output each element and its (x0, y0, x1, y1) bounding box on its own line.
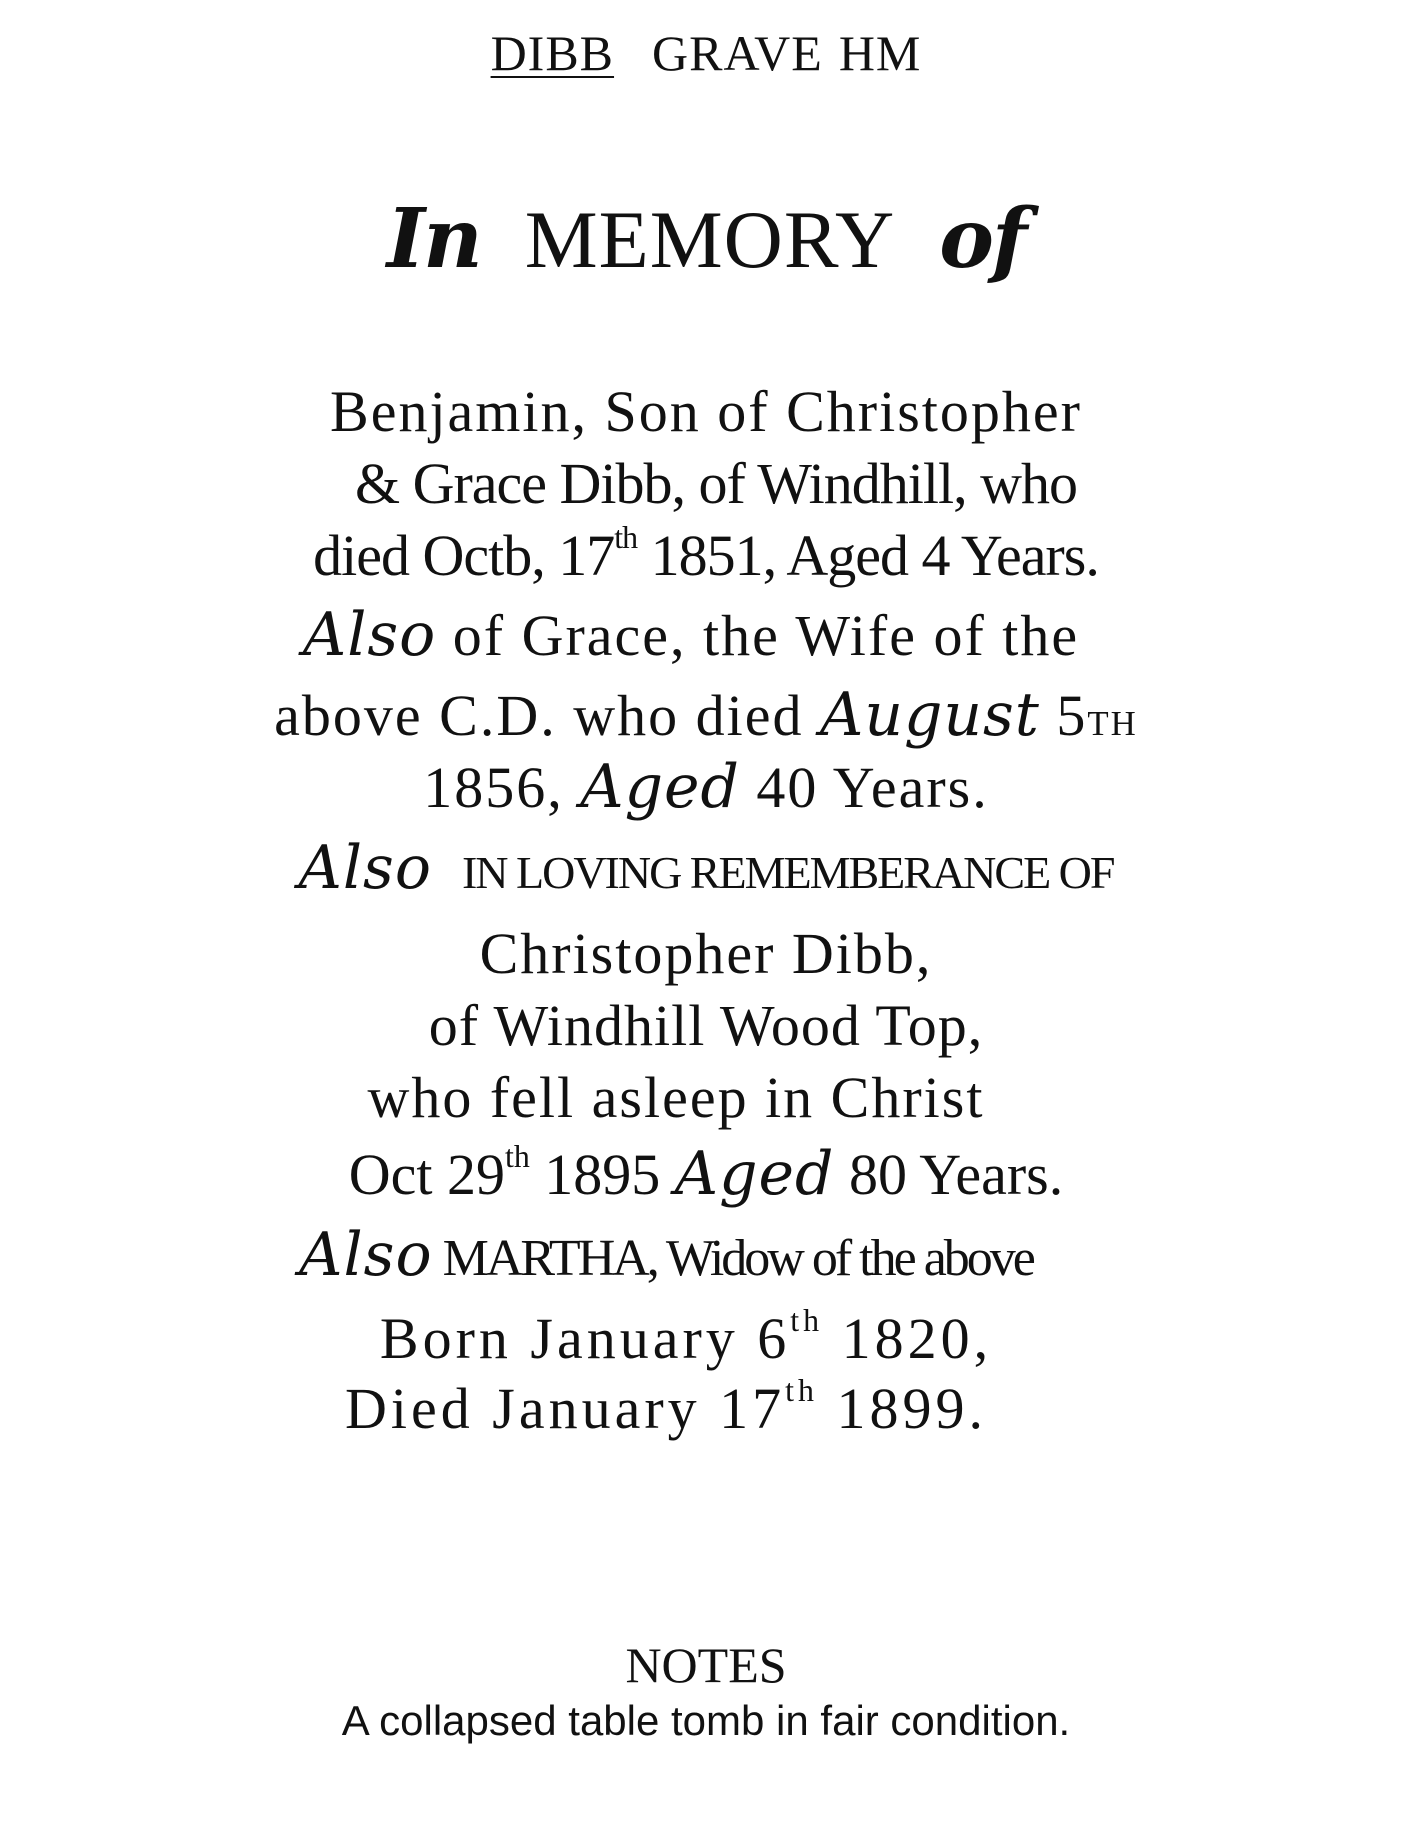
script-word: Aged (674, 1139, 835, 1209)
inscription-text: Born January 6 (379, 1306, 791, 1371)
inscription-text: 5 (1039, 683, 1088, 748)
notes-heading: NOTES (625, 1637, 787, 1693)
inscription-text: above C.D. who died (274, 683, 820, 748)
inscription-text: 1895 (529, 1142, 675, 1207)
inscription-line-6 (0, 752, 1412, 822)
title-of: of (939, 191, 1026, 287)
inscription-line-10 (0, 1065, 1412, 1130)
ordinal-suffix: TH (1087, 704, 1138, 743)
ordinal-suffix: th (504, 1138, 530, 1174)
header-code: HM (838, 25, 922, 81)
inscription-text: & Grace Dibb, of Windhill, who (354, 451, 1078, 516)
script-word: Also (299, 1220, 433, 1290)
inscription-line-7 (0, 833, 1412, 903)
script-word: Aged (580, 752, 740, 822)
inscription-text: 80 Years. (834, 1142, 1064, 1207)
title-in: In (386, 191, 481, 287)
inscription-text: who fell asleep in Christ (367, 1065, 985, 1130)
inscription-text: IN LOVING REMEMBERANCE OF (461, 847, 1114, 898)
inscription-line-2 (0, 451, 1412, 516)
inscription-line-13 (0, 1302, 1412, 1371)
inscription-text: 1851, Aged 4 Years. (637, 523, 1099, 588)
inscription-line-8 (0, 921, 1412, 986)
ordinal-suffix: th (785, 1372, 818, 1408)
ordinal-suffix: th (790, 1302, 824, 1338)
notes-text: A collapsed table tomb in fair condition. (341, 1697, 1071, 1744)
inscription-line-9 (0, 993, 1412, 1058)
inscription-text: 1856, (423, 755, 581, 820)
inscription-line-3 (0, 519, 1412, 588)
inscription-line-12 (0, 1220, 1412, 1290)
inscription-line-14 (0, 1372, 1412, 1441)
inscription-text: 1820, (823, 1306, 993, 1371)
memorial-title (0, 191, 1412, 287)
title-memory: MEMORY (524, 194, 896, 285)
ordinal-suffix: th (614, 519, 638, 555)
inscription-line-1 (0, 379, 1412, 444)
inscription-text: of Grace, the Wife of the (436, 603, 1080, 668)
script-word: Also (302, 600, 437, 670)
inscription-text: MARTHA, Widow of the above (432, 1230, 1033, 1287)
inscription-text: Oct 29 (348, 1142, 505, 1207)
inscription-line-5 (0, 680, 1412, 750)
header-surname: DIBB (490, 25, 615, 81)
header-grave: GRAVE (652, 25, 823, 81)
inscription-text: Died January 17 (345, 1376, 786, 1441)
document-header (0, 25, 1412, 81)
inscription-line-11 (0, 1138, 1412, 1209)
script-word: August (819, 680, 1040, 750)
script-word: Also (298, 833, 432, 903)
inscription-text: of Windhill Wood Top, (428, 993, 984, 1058)
inscription-text: died Octb, 17 (313, 523, 615, 588)
inscription-text: 40 Years. (739, 755, 989, 820)
inscription-line-4 (0, 600, 1412, 670)
inscription-text: Christopher Dibb, (479, 921, 933, 986)
inscription-text: 1899. (817, 1376, 987, 1441)
inscription-text: Benjamin, Son of Christopher (330, 379, 1082, 444)
